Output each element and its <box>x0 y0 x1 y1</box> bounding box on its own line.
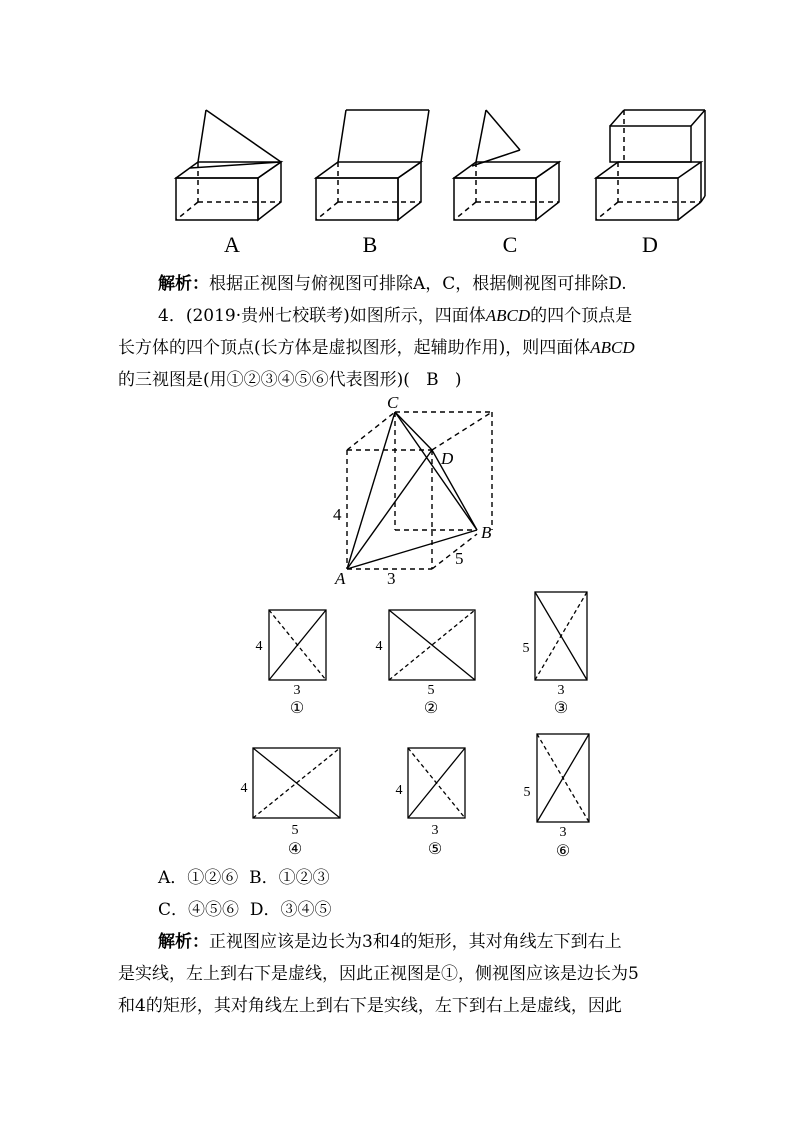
solids-figure <box>160 100 730 265</box>
analysis-2-text-3: 和4的矩形，其对角线左上到右下是实线，左下到右上是虚线，因此 <box>118 996 622 1016</box>
option-c-label: C． <box>158 900 189 920</box>
view-2-id: ② <box>423 700 439 717</box>
question-4-line-2 <box>118 334 635 362</box>
analysis-1-text: 根据正视图与俯视图可排除A，C，根据侧视图可排除D. <box>209 274 627 294</box>
view-2-bottom-label: 5 <box>427 683 435 698</box>
analysis-2-line-1 <box>158 928 622 956</box>
analysis-2-label: 解析： <box>158 932 209 952</box>
view-6-id: ⑥ <box>555 843 571 860</box>
view-6 <box>537 734 589 822</box>
analysis-2-text-1: 正视图应该是边长为3和4的矩形，其对角线左下到右上 <box>209 932 622 952</box>
answer: B <box>426 370 439 390</box>
solid-c <box>454 110 559 220</box>
vertex-c: C <box>387 393 399 412</box>
views-figure <box>240 588 595 863</box>
solid-b <box>316 110 429 220</box>
solid-label-c: C <box>502 232 518 257</box>
view-1-id: ① <box>289 700 305 717</box>
question-number: 4． <box>158 306 186 326</box>
analysis-2-line-3 <box>118 992 622 1020</box>
question-4-line-1 <box>158 302 632 330</box>
question-text-2: 长方体的四个顶点(长方体是虚拟图形，起辅助作用)，则四面体 <box>118 338 591 358</box>
solid-label-a: A <box>224 232 240 257</box>
view-3-left-label: 5 <box>522 641 530 656</box>
view-2 <box>389 610 475 680</box>
question-4-line-3 <box>118 366 461 394</box>
solid-a <box>176 110 281 220</box>
analysis-1-label: 解析： <box>158 274 209 294</box>
view-5-bottom-label: 3 <box>431 823 439 838</box>
vertex-b: B <box>481 523 492 542</box>
view-3 <box>535 592 587 680</box>
option-d-label: D． <box>249 900 281 920</box>
view-3-id: ③ <box>553 700 569 717</box>
options-line-1 <box>158 864 330 892</box>
view-4-bottom-label: 5 <box>291 823 299 838</box>
solid-label-b: B <box>362 232 378 257</box>
vertex-a: A <box>335 569 346 588</box>
view-4-id: ④ <box>287 841 303 858</box>
dim-4: 4 <box>333 505 342 524</box>
options-line-2 <box>158 896 331 924</box>
question-text-1: 如图所示，四面体 <box>349 306 486 326</box>
option-b-label: B． <box>249 868 279 888</box>
option-a-label: A． <box>158 868 188 888</box>
view-6-left-label: 5 <box>523 785 531 800</box>
dim-3: 3 <box>387 569 396 588</box>
view-3-bottom-label: 3 <box>557 683 565 698</box>
option-b-value: ①②③ <box>278 868 330 888</box>
view-2-left-label: 4 <box>375 639 383 654</box>
view-1-left-label: 4 <box>255 639 263 654</box>
var-abcd-2: ABCD <box>590 338 635 357</box>
view-1-bottom-label: 3 <box>293 683 301 698</box>
view-1 <box>269 610 326 680</box>
analysis-1 <box>158 270 627 298</box>
view-4 <box>253 748 340 818</box>
question-text-3: 的三视图是(用①②③④⑤⑥代表图形)( <box>118 370 410 390</box>
view-5 <box>408 748 465 818</box>
solid-d <box>596 110 705 220</box>
vertex-d: D <box>441 449 454 468</box>
view-5-left-label: 4 <box>395 783 403 798</box>
question-source: (2019·贵州七校联考) <box>185 306 350 326</box>
option-d-value: ③④⑤ <box>280 900 332 920</box>
tetrahedron-figure <box>325 392 505 587</box>
analysis-2-text-2: 是实线，左上到右下是虚线，因此正视图是①，侧视图应该是边长为5 <box>118 964 639 984</box>
dim-5: 5 <box>455 549 464 568</box>
analysis-2-line-2 <box>118 960 639 988</box>
view-5-id: ⑤ <box>427 841 443 858</box>
var-abcd-1: ABCD <box>485 306 531 325</box>
option-a-value: ①②⑥ <box>187 868 239 888</box>
question-close-paren: ) <box>454 370 462 390</box>
solid-label-d: D <box>642 232 658 257</box>
view-6-bottom-label: 3 <box>559 825 567 840</box>
view-4-left-label: 4 <box>240 781 248 796</box>
question-text-1-tail: 的四个顶点是 <box>530 306 633 326</box>
option-c-value: ④⑤⑥ <box>188 900 240 920</box>
